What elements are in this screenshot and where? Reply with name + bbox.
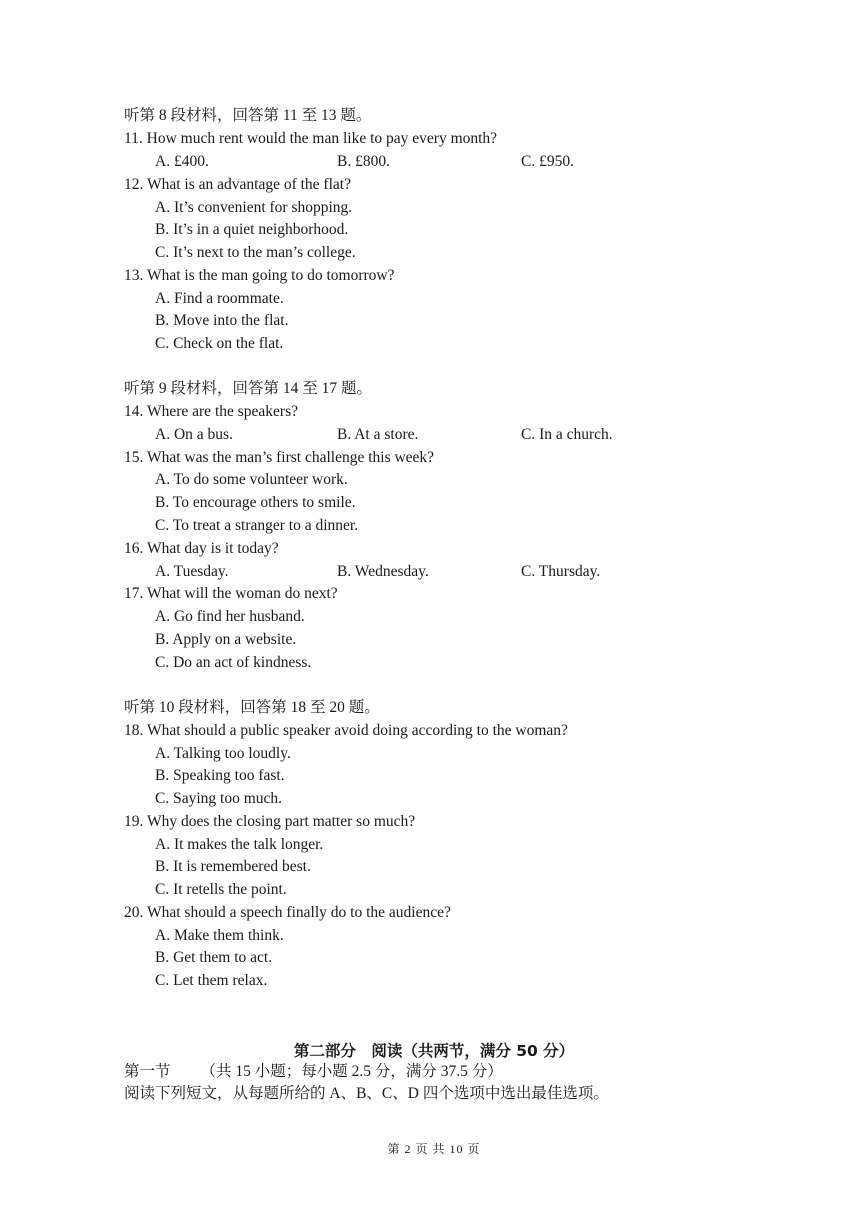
option-a: A. Tuesday. [155, 563, 229, 580]
question-stem: 15. What was the man’s first challenge this week? [124, 449, 435, 466]
option-a: A. Talking too loudly. [155, 745, 291, 762]
question-stem: 18. What should a public speaker avoid doing according to the woman? [124, 722, 568, 739]
group-heading: 听第 10 段材料，回答第 18 至 20 题。 [124, 699, 380, 716]
section-name: 第一节 [124, 1063, 171, 1080]
group-heading: 听第 9 段材料，回答第 14 至 17 题。 [124, 380, 373, 397]
option-b: B. Speaking too fast. [155, 767, 285, 784]
option-b: B. £800. [337, 153, 390, 170]
option-a: A. On a bus. [155, 426, 233, 443]
option-a: A. To do some volunteer work. [155, 471, 348, 488]
question-stem: 17. What will the woman do next? [124, 585, 338, 602]
option-b: B. At a store. [337, 426, 419, 443]
option-c: C. To treat a stranger to a dinner. [155, 517, 359, 534]
option-b: B. To encourage others to smile. [155, 494, 356, 511]
option-b: B. Move into the flat. [155, 312, 289, 329]
option-c: C. Let them relax. [155, 972, 268, 989]
option-b: B. Wednesday. [337, 563, 429, 580]
option-b: B. Apply on a website. [155, 631, 297, 648]
option-c: C. In a church. [521, 426, 613, 443]
option-b: B. Get them to act. [155, 949, 273, 966]
question-stem: 20. What should a speech finally do to the audience? [124, 904, 451, 921]
option-a: A. Make them think. [155, 927, 284, 944]
question-stem: 13. What is the man going to do tomorrow? [124, 267, 395, 284]
option-a: A. Go find her husband. [155, 608, 305, 625]
section-info: （共 15 小题；每小题 2.5 分，满分 37.5 分） [200, 1063, 503, 1080]
question-stem: 14. Where are the speakers? [124, 403, 298, 420]
option-a: A. It’s convenient for shopping. [155, 199, 353, 216]
option-c: C. Saying too much. [155, 790, 283, 807]
section-header [124, 1061, 503, 1083]
option-c: C. Check on the flat. [155, 335, 284, 352]
option-a: A. Find a roommate. [155, 290, 284, 307]
page-footer: 第 2 页 共 10 页 [387, 1142, 481, 1156]
option-c: C. It retells the point. [155, 881, 287, 898]
section-instruction: 阅读下列短文，从每题所给的 A、B、C、D 四个选项中选出最佳选项。 [124, 1085, 609, 1102]
option-b: B. It’s in a quiet neighborhood. [155, 221, 349, 238]
option-c: C. It’s next to the man’s college. [155, 244, 356, 261]
option-a: A. It makes the talk longer. [155, 836, 324, 853]
question-stem: 12. What is an advantage of the flat? [124, 176, 351, 193]
group-heading: 听第 8 段材料，回答第 11 至 13 题。 [124, 107, 372, 124]
question-stem: 11. How much rent would the man like to pay every month? [124, 130, 498, 147]
option-c: C. Thursday. [521, 563, 601, 580]
part-title: 第二部分 阅读（共两节，满分 50 分） [293, 1042, 575, 1060]
option-b: B. It is remembered best. [155, 858, 311, 875]
option-c: C. Do an act of kindness. [155, 654, 312, 671]
question-stem: 16. What day is it today? [124, 540, 279, 557]
option-c: C. £950. [521, 153, 574, 170]
option-a: A. £400. [155, 153, 209, 170]
question-stem: 19. Why does the closing part matter so much? [124, 813, 416, 830]
